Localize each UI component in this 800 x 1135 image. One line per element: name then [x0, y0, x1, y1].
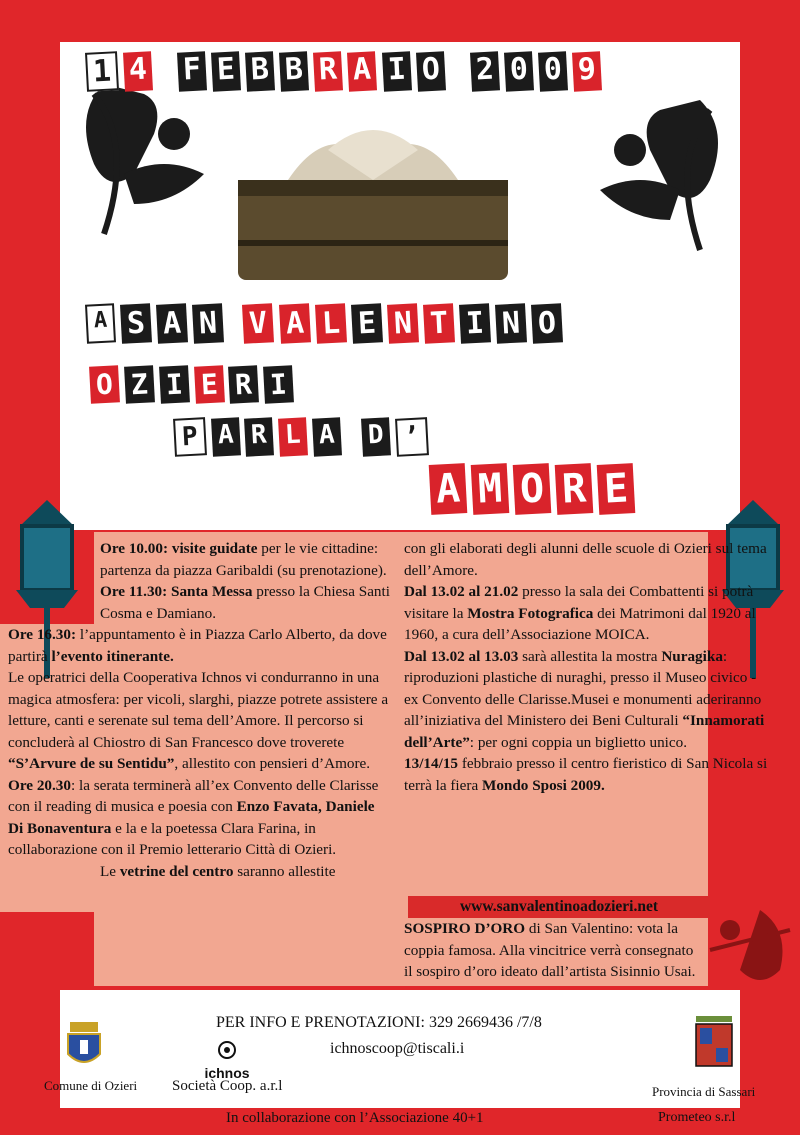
headline-char: A [429, 463, 468, 515]
headline-char: I [459, 303, 491, 344]
provincia-sassari-crest-icon [692, 1014, 736, 1072]
headline-char: O [531, 303, 563, 344]
headline-char: N [192, 303, 224, 344]
headline-char: A [279, 303, 311, 344]
ozieri-caption: Comune di Ozieri [44, 1078, 138, 1093]
headline-char: I [159, 365, 190, 403]
date-char: A [347, 51, 377, 91]
headline-char: E [194, 365, 225, 403]
headline-line2 [90, 366, 293, 403]
website-link[interactable]: www.sanvalentinoadozieri.net [408, 896, 710, 918]
date-char: O [416, 51, 446, 91]
date-char: F [177, 51, 207, 91]
headline-char: N [387, 303, 419, 344]
date-char: R [313, 51, 343, 91]
program-item: Dal 13.02 al 13.03 sarà allestita la mostra Nuragika: riproduzioni plastiche di nuraghi, presso il Museo civico - ex Convento delle Clarisse.Musei e monumenti aderiranno all’iniziativa del Ministero dei Beni Culturali “Innamorati dell’Arte”: per ogni coppia un biglietto unico. [404, 647, 765, 751]
program-panel [94, 912, 398, 986]
program-item: Le vetrine del centro saranno allestite [100, 862, 336, 880]
program-item: Ore 10.00: visite guidate per le vie cittadine: partenza da piazza Garibaldi (su prenotazione). [100, 540, 387, 579]
date-char: 0 [538, 51, 568, 91]
headline-char: A [85, 303, 116, 343]
headline-char: P [173, 417, 207, 457]
date-char: B [245, 51, 275, 91]
program-item: Ore 11.30: Santa Messa presso la Chiesa Santi Cosma e Damiano. [100, 583, 390, 622]
program-item: Le operatrici della Cooperativa Ichnos vi condurranno in una magica atmosfera: per vicoli, slarghi, piazze potrete assistere a letture, canti e serenate sul tema dell’Amore. Il percorso si concluderà al Chiostro di San Francesco dove troverete “S’Arvure de su Sentidu”, allestito con pensieri d’Amore. [8, 669, 389, 772]
headline-line1 [86, 304, 562, 343]
headline-char: T [423, 303, 455, 344]
headline-char: L [278, 417, 308, 456]
headline-char: E [351, 303, 383, 344]
headline-char: V [242, 303, 274, 344]
ichnos-logo-text: ichnos [204, 1065, 250, 1081]
date-char: 9 [572, 51, 602, 91]
headline-char: S [120, 303, 152, 344]
headline-char: L [315, 303, 347, 344]
date-char: I [381, 51, 411, 91]
sospiro-text: SOSPIRO D’ORO di San Valentino: vota la coppia famosa. Alla vincitrice verrà consegnato il sospiro d’oro ideato dall’artista Sisinnio Usai. [404, 920, 696, 980]
headline-line3 [174, 418, 428, 456]
headline-char: A [156, 303, 188, 344]
date-char: 0 [504, 51, 534, 91]
program-item: Ore 20.30: la serata terminerà all’ex Convento delle Clarisse con il reading di musica e poesia con Enzo Favata, Daniele Di Bonaventura e la e la poetessa Clara Farina, in collaborazione con il Premio letterario Città di Ozieri. [8, 776, 379, 858]
cupid-left-illustration [64, 74, 214, 244]
book-suitcase-illustration [228, 110, 518, 290]
headline-char: R [555, 463, 594, 515]
date-char: B [279, 51, 309, 91]
program-item: 13/14/15 febbraio presso il centro fieristico di San Nicola si terrà la fiera Mondo Sposi 2009. [404, 755, 768, 794]
program-item: con gli elaborati degli alunni delle scuole di Ozieri sul tema dell’Amore. [404, 540, 767, 579]
headline-line4 [430, 464, 634, 514]
headline-char: A [312, 417, 342, 456]
headline-char: O [513, 463, 552, 515]
date-char: 4 [123, 51, 153, 91]
headline-char: D [361, 417, 391, 456]
headline-char: O [89, 365, 120, 403]
date-char: 2 [470, 51, 500, 91]
headline-char: A [211, 417, 241, 456]
sassari-caption: Provincia di Sassari [652, 1084, 756, 1099]
info-phone: PER INFO E PRENOTAZIONI: 329 2669436 /7/8 [216, 1014, 542, 1031]
date-char: 1 [85, 51, 119, 92]
headline-char: R [228, 365, 259, 403]
collaboration-text: In collaborazione con l’Associazione 40+1 [226, 1110, 484, 1126]
program-right-column [404, 538, 768, 796]
headline-char: Z [124, 365, 155, 403]
date-heading [86, 52, 601, 91]
cupid-right-illustration [590, 90, 740, 260]
headline-char: I [263, 365, 294, 403]
ichnos-caption: Società Coop. a.r.l [172, 1078, 283, 1094]
program-item: Ore 16.30: l’appuntamento è in Piazza Carlo Alberto, da dove partirà l’evento itinerante. [8, 626, 387, 665]
headline-char: R [244, 417, 274, 456]
program-item: Dal 13.02 al 21.02 presso la sala dei Combattenti si potrà visitare la Mostra Fotografica dei Matrimoni dal 1920 al 1960, a cura dell’Associazione MOICA. [404, 583, 756, 643]
headline-char: ’ [395, 417, 429, 457]
comune-ozieri-crest-icon [64, 1022, 104, 1070]
prometeo-text: Prometeo s.r.l [658, 1110, 736, 1125]
headline-char: N [495, 303, 527, 344]
headline-char: E [597, 463, 636, 515]
date-char: E [211, 51, 241, 91]
ichnos-logo [196, 1040, 258, 1081]
headline-char: M [471, 463, 510, 515]
info-email[interactable]: ichnoscoop@tiscali.i [330, 1040, 465, 1057]
cupid-bottom-right-icon [690, 900, 800, 1000]
program-left-column [8, 538, 390, 882]
ichnos-logo-icon [196, 1040, 258, 1060]
